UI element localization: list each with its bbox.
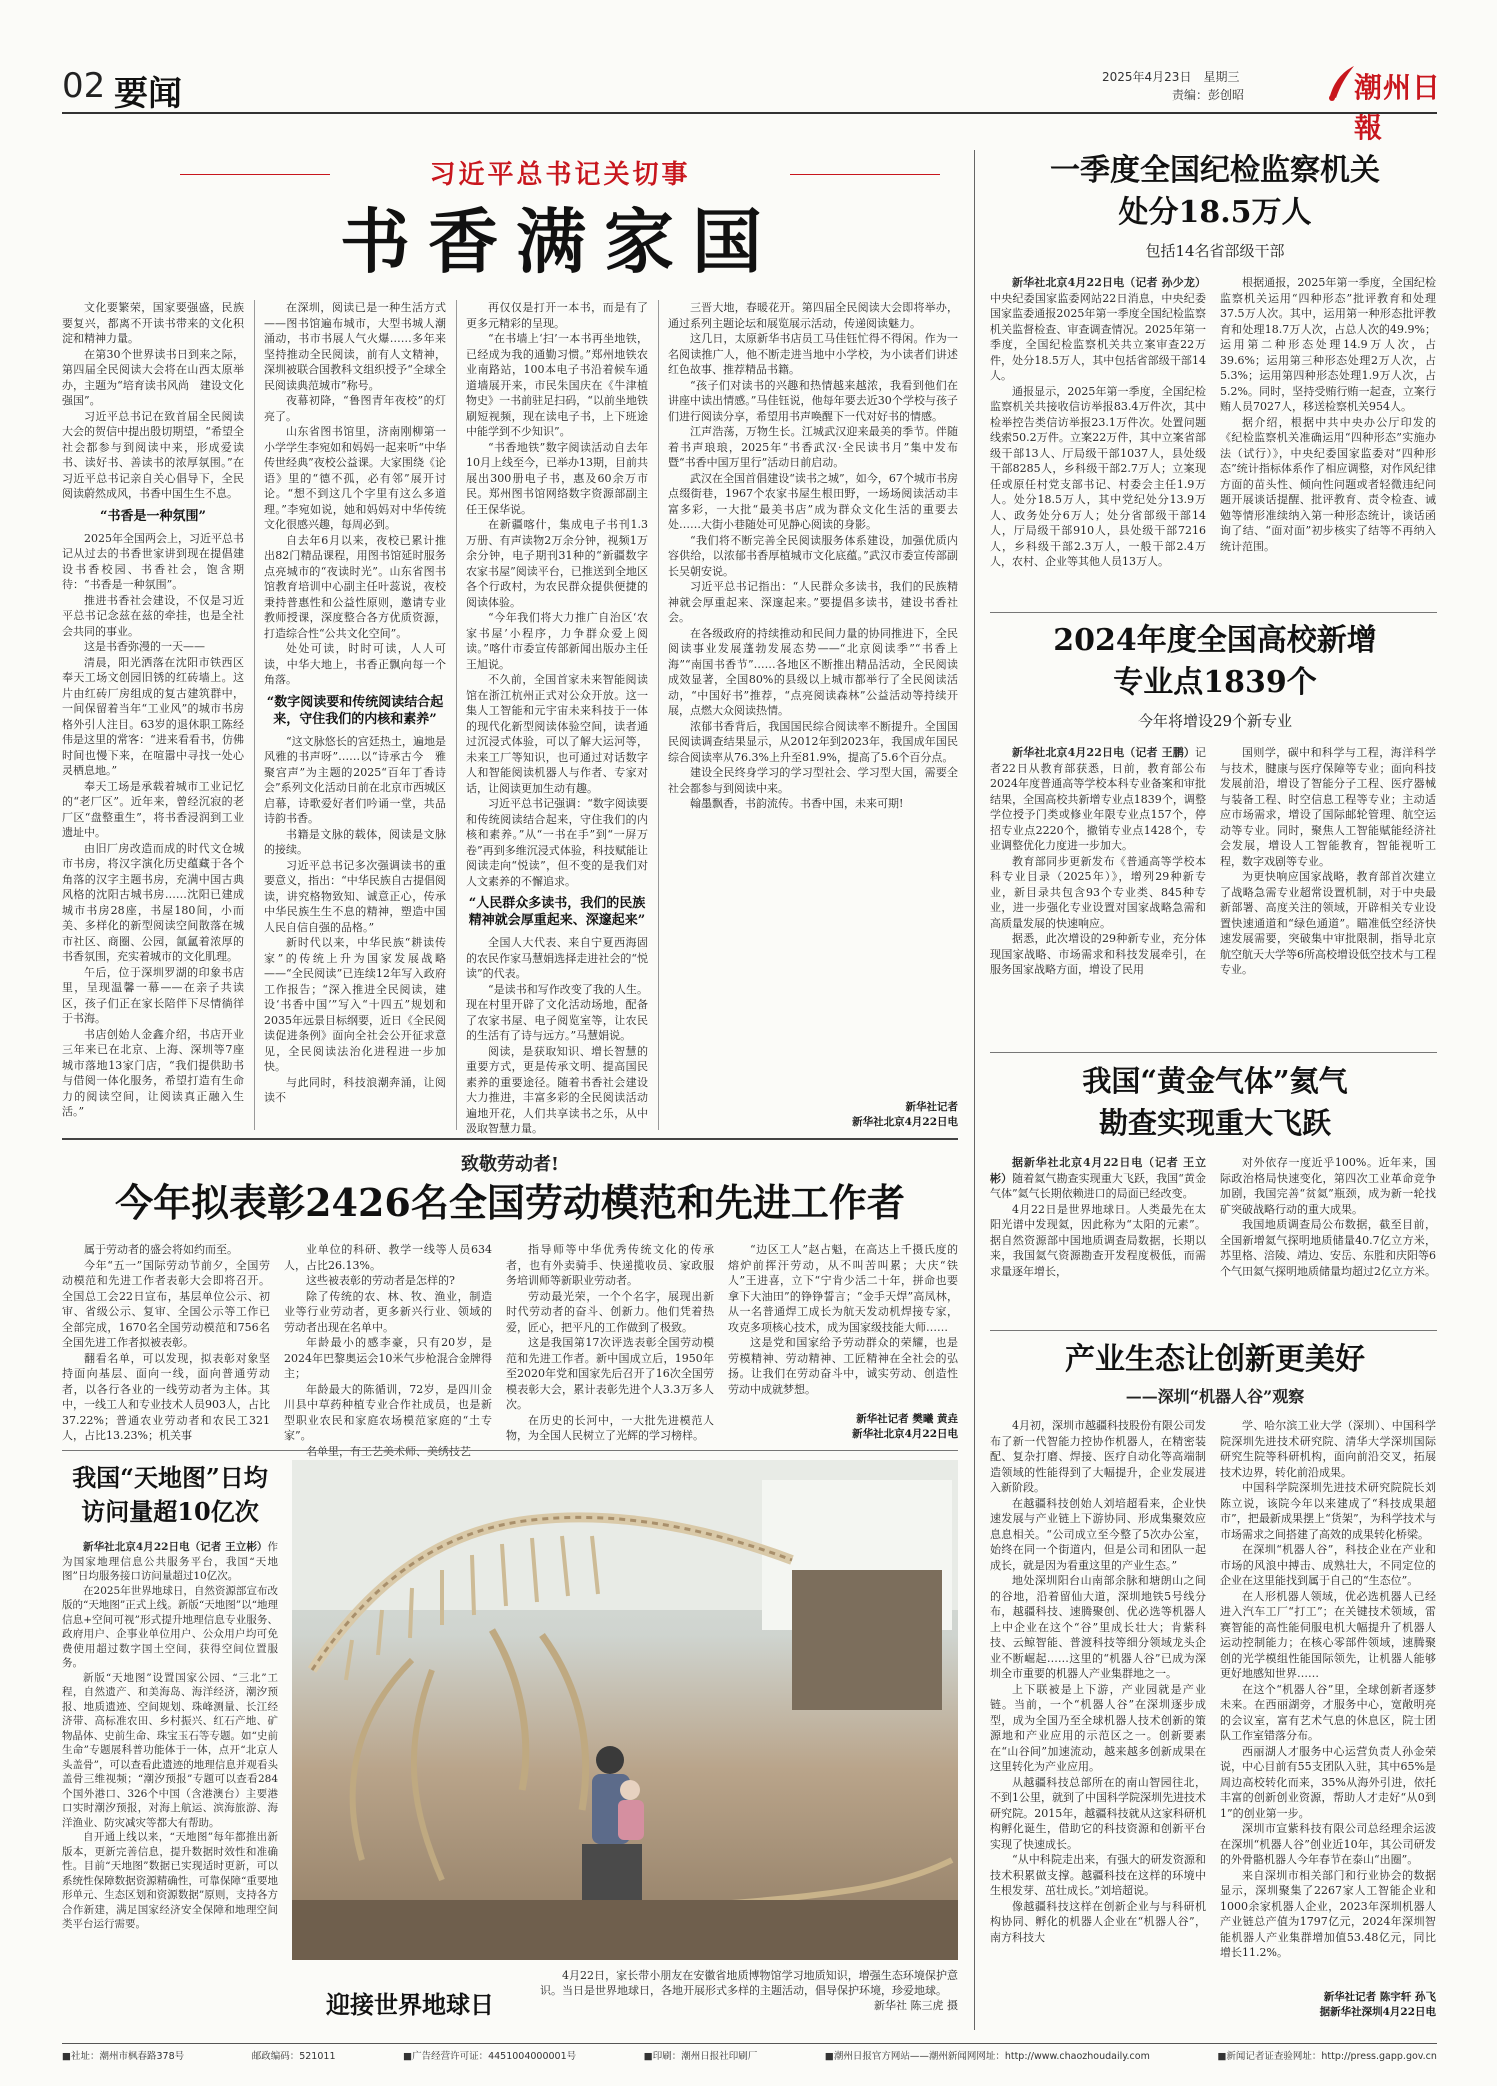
section-rule	[990, 1330, 1437, 1331]
paper-logo	[1324, 62, 1444, 144]
helium-col-1: 据新华社北京4月22日电（记者 王立彬）随着氦气勘查实现重大飞跃，我国“黄金气体”氦气长期依赖进口的局面已经改变。 4月22日是世界地球日。人类最先在太阳光谱中发现氦，因此称为“太阳的元素”。据自然资源部中国地质调查局数据，长期以来，我国氦气资源勘查开发程度极低，而需求量逐年增长，	[990, 1156, 1207, 1278]
lead-subhead-2: “数字阅读要和传统阅读结合起来，守住我们的内核和素养”	[266, 694, 444, 727]
col-divider	[456, 300, 457, 1130]
helium-dateline: 据新华社北京4月22日电（记者 王立彬）	[990, 1156, 1206, 1185]
section-rule	[62, 1450, 958, 1451]
lead-col-2: 在深圳，阅读已是一种生活方式——图书馆遍布城市，大型书城人潮涌动，书市书展人气火爆……多年来坚持推动全民阅读，前有人文精神，深圳被联合国教科文组织授予“全球全民阅读典范城市”称号。 夜幕初降，“鲁图青年夜校”的灯亮了。 山东省图书馆里，济南刚柳第一小学学生李宛如和妈妈一起来听“中华传世经典”夜校公益课。大家围绕《论语》里的“德不孤，必有邻”展开讨论。“想不到这几个字里有这么多道理。”李宛如说，她和妈妈对中华传统文化很感兴趣，每周必到。 自去年6月以来，夜校已累计推出82门精品课程，用图书馆延时服务点亮城市的“夜读时光”。山东省图书馆教育培训中心副主任叶蕊说，夜校秉持普惠性和公益性原则，邀请专业教师授课，深度整合各方优质资源，打造综合性“公共文化空间”。 处处可读，时时可读，人人可读，中华大地上，书香正飘向每一个角落。 “数字阅读要和传统阅读结合起来，守住我们的内核和素养” “这文脉悠长的宫廷热土，遍地是风雅的书声呀”……以“诗承古今 雅聚宫声”为主题的2025“百年丁香诗会”系列文化活动日前在北京市西城区启幕，诗歌爱好者们吟诵一堂，共品诗韵书香。 书籍是文脉的载体，阅读是文脉的接续。 习近平总书记多次强调读书的重要意义，指出：“中华民族自古提倡阅读，讲究格物致知、诚意正心，传承中华民族生生不息的精神，塑造中国人民自信自强的品格。” 新时代以来，中华民族“耕读传家”的传统上升为国家发展战略——“全民阅读”已连续12年写入政府工作报告；“深入推进全民阅读，建设‘书香中国’”写入“十四五”规划和2035年远景目标纲要，近日《全民阅读促进条例》面向全社会公开征求意见，全民阅读法治化进程进一步加快。 与此同时，科技浪潮奔涌，让阅读不	[264, 301, 446, 1104]
section-rule	[990, 1052, 1437, 1053]
footer-postcode: 邮政编码：521011	[251, 2051, 336, 2062]
chanye-col-2: 学、哈尔滨工业大学（深圳）、中国科学院深圳先进技术研究院、清华大学深圳国际研究生院等科研机构，面向前沿交叉，拓展技术边界，转化前沿成果。 中国科学院深圳先进技术研究院院长刘陈立说，该院今年以来建成了“科技成果超市”，把最新成果摆上“货架”，为科学技术与市场需求之间搭建了高效的成果转化桥梁。 在深圳“机器人谷”，科技企业在产业和市场的风浪中搏击、成熟壮大，不同定位的企业在这里能找到属于自己的“生态位”。 在人形机器人领域，优必选机器人已经进入汽车工厂“打工”；在关键技术领域，雷赛智能的高性能伺服电机大幅提升了机器人运动控制能力；在核心零部件领域，速腾聚创的光学模组性能国际领先，让机器人能够更好地感知世界…… 在这个“机器人谷”里，全球创新者逐梦未来。在西丽湖旁，才服务中心，宽敞明亮的会议室，富有艺术气息的休息区，院士团队工作室错落分布。 西丽湖人才服务中心运营负责人孙金荣说，中心目前有55支团队入驻，其中65%是周边高校转化而来，35%从海外引进，依托丰富的创新创业资源，帮助人才走好“从0到1”的创业第一步。 深圳市宣紫科技有限公司总经理余运波在深圳“机器人谷”创业近10年，其公司研发的外骨骼机器人今年春节在泰山“出圈”。 来自深圳市相关部门和行业协会的数据显示，深圳聚集了2267家人工智能企业和1000余家机器人企业，2023年深圳机器人产业链总产值为1797亿元，2024年深圳智能机器人产业集群增加值53.48亿元，同比增长11.2%。	[1220, 1419, 1436, 1959]
labor-col-1: 属于劳动者的盛会将如约而至。 今年“五一”国际劳动节前夕，全国劳动模范和先进工作者表彰大会即将召开。全国总工会22日宣布，基层单位公示、初审、省级公示、复审、全国公示等工作已全部完成，1670名全国劳动模范和756名全国先进工作者拟被表彰。 翻看名单，可以发现，拟表彰对象坚持面向基层、面向一线，面向普通劳动者，以各行各业的一线劳动者为主体。其中，一线工人和专业技术人员903人，占比37.22%；普通农业劳动者和农民工321人，占比13.23%；机关事	[62, 1243, 270, 1442]
footer-address: ■社址：潮州市枫春路378号	[62, 2051, 185, 2062]
photo-title: 迎接世界地球日	[326, 1990, 494, 2019]
jijian-title-2: 处分18.5万人	[1118, 195, 1312, 230]
lead-col1-intro: 文化要繁荣，国家要强盛，民族要复兴，都离不开读书带来的文化积淀和精神力量。 在第30个世界读书日到来之际，第四届全民阅读大会将在山西太原举办，主题为“培育读书风尚 建设文化强国”。 习近平总书记在致首届全民阅读大会的贺信中提出殷切期望，“希望全社会都参与到阅读中来，形成爱读书、读好书、善读书的浓厚氛围。”在习近平总书记亲自关心倡导下，全民阅读蔚然成风，书香中国生生不息。	[62, 301, 244, 500]
lead-col-1	[62, 300, 244, 1135]
photo-credit: 新华社 陈三虎 摄	[874, 1999, 958, 2012]
lead-kicker-text: 习近平总书记关切事	[429, 160, 691, 190]
gaoxiao-title-2: 专业点1839个	[1113, 665, 1317, 700]
helium-title-2: 勘查实现重大飞跃	[1098, 1106, 1331, 1140]
chanye-subtitle: ——深圳“机器人谷”观察	[1125, 1387, 1305, 1406]
tianditu-body: 新华社北京4月22日电（记者 王立彬）作为国家地理信息公共服务平台，我国“天地图”日均服务接口访问量超过10亿次。 在2025年世界地球日，自然资源部宣布改版的“天地图”正式上线。新版“天地图”以“地理信息+空间可视”形式提升地理信息专业服务、政府用户、企事业单位用户、公众用户均可免费使用超过数字国土空间，获得空间位置服务。 新版“天地图”设置国家公园、“三北”工程，自然遗产、和美海岛、海洋经济，潮汐预报、地质遗迹、空间规划、珠峰测量、长江经济带、高标准农田、乡村振兴、红石产地、矿物晶体、史前生命、珠宝玉石等专题。如“史前生命”专题展科普功能体于一体，点开“北京人头盖骨”，可以查看此遗迹的地理信息并观看头盖骨三维视频；“潮汐预报”专题可以查看284个国外港口、326个中国（含港澳台）主要港口实时潮汐预报，对海上航运、滨海旅游、海洋渔业、防灾减灾等都大有帮助。 自开通上线以来，“天地图”每年都推出新版本，更新完善信息，提升数据时效性和准确性。目前“天地图”数据已实现适时更新，可以系统性保障数据资源精确性，可靠保障“重要地形单元、生态区划和资源数据”原则，支持各方合作新建，满足国家经济安全保障和地理空间类平台运行需要。	[62, 1541, 278, 1930]
gaoxiao-dateline: 新华社北京4月22日电（记者 王鹏）	[1012, 746, 1195, 759]
editor-credit: 责编：彭创昭	[1172, 88, 1245, 102]
gaoxiao-title-1: 2024年度全国高校新增	[1053, 623, 1377, 658]
lead-col-4: 三晋大地，春暖花开。第四届全民阅读大会即将举办，通过系列主题论坛和展览展示活动，传递阅读魅力。 这几日，太原新华书店员工马佳钰忙得不得闲。作为一名阅读推广人，他不断走进当地中小学校，为小读者们讲述红色故事、推荐精品书籍。 “孩子们对读书的兴趣和热情越来越浓，我看到他们在讲座中读出情感。”马佳钰说，他每年要去近30个学校与孩子们进行阅读分享，希望用书声唤醒下一代对好书的情感。 江声浩荡，万物生长。江城武汉迎来最美的季节。伴随着书声琅琅，2025年“书香武汉·全民读书月”集中发布暨“书香中国万里行”活动日前启动。 武汉在全国首倡建设“读书之城”，如今，67个城市书房点缀街巷，1967个农家书屋生根田野，一场场阅读活动丰富多彩，一大批“最美书店”成为群众文化生活的重要去处……大街小巷随处可见静心阅读的身影。 “我们将不断完善全民阅读服务体系建设，加强优质内容供给，以浓郁书香厚植城市文化底蕴。”武汉市委宣传部副长吴朝安说。 习近平总书记指出：“人民群众多读书，我们的民族精神就会厚重起来、深邃起来。”要提倡多读书，建设书香社会。 在各级政府的持续推动和民间力量的协同推进下，全民阅读事业发展蓬勃发展态势——“北京阅读季”“书香上海”“南国书香节”……各地区不断推出精品活动，全民阅读成效显著，全国80%的县级以上城市都举行了全民阅读活动，“中国好书”推荐，“点亮阅读森林”公益活动等持续开展，点燃大众阅读热情。 浓郁书香背后，我国国民综合阅读率不断提升。全国国民阅读调查结果显示，从2012年到2023年，我国成年国民综合阅读率从76.3%上升至81.9%，提高了5.6个百分点。 建设全民终身学习的学习型社会、学习型大国，需要全社会都参与到阅读中来。 翰墨飘香，书韵流传。书香中国，未来可期!	[668, 301, 958, 810]
col-divider	[658, 300, 659, 1130]
section-rule	[990, 612, 1437, 613]
footer-press-check-link[interactable]: ■新闻记者证查验网址：http://press.gapp.gov.cn	[1217, 2051, 1437, 2062]
page-divider	[974, 150, 975, 2030]
dinosaur-skeleton-illustration	[292, 1460, 958, 1960]
photo-caption: 4月22日，家长带小朋友在安徽省地质博物馆学习地质知识，增强生态环境保护意识。当日是世界地球日，各地开展形式多样的主题活动，倡导保护环境，珍爱地球。 新华社 陈三虎 摄	[540, 1969, 958, 2012]
lead-kicker	[180, 160, 940, 190]
lead-subhead-3: “人民群众多读书，我们的民族精神就会厚重起来、深邃起来”	[468, 896, 646, 928]
chanye-col-1: 4月初，深圳市越疆科技股份有限公司发布了新一代智能力控协作机器人，在精密装配、复杂打磨、焊接、医疗自动化等高端制造领域的性能得到了大幅提升，企业发展进入新阶段。 在越疆科技创始人刘培超看来，企业快速发展与产业链上下游协同、形成集聚效应息息相关。“公司成立至今整了5次办公室，始终在同一个街道内，但是公司和团队一起成长，就是因为看重这里的产业生态。” 地处深圳阳台山南部余脉和塘朗山之间的谷地，沿着留仙大道，深圳地铁5号线分布，越疆科技、速腾聚创、优必选等机器人上中企业在这个“谷”里成长壮大；肯紫科技、云鲸智能、普渡科技等细分领域龙头企业不断崛起……这里的“机器人谷”已成为深圳全市重要的机器人产业集群地之一。 上下联被是上下游，产业园就是产业链。当前，一个“机器人谷”在深圳逐步成型，成为全国乃至全球机器人技术创新的策源地和产业应用的示范区之一。创新要素在“山谷间”加速流动，越来越多创新成果在这里转化为产业应用。 从越疆科技总部所在的南山智园往北，不到1公里，就到了中国科学院深圳先进技术研究院。2015年，越疆科技就从这家科研机构孵化诞生，借助它的科技资源和创新平台实现了快速成长。 “从中科院走出来，有强大的研发资源和技术积累做支撑。越疆科技在这样的环境中生根发芽、茁壮成长。”刘培超说。 像越疆科技这样在创新企业与与科研机构协同、孵化的机器人企业在“机器人谷”，南方科技大	[990, 1419, 1206, 1944]
labor-title: 今年拟表彰2426名全国劳动模范和先进工作者	[115, 1180, 905, 1225]
labor-byline: 新华社记者 樊曦 黄垚 新华社北京4月22日电	[852, 1413, 958, 1440]
lead-title: 书香满家国	[340, 200, 780, 283]
lead-col1-body: 2025年全国两会上，习近平总书记从过去的书香世家讲到现在提倡建设书香校园、书香社会，饱含期待：“书香是一种氛围”。 推进书香社会建设，不仅是习近平总书记念兹在兹的牵挂，也是全社会共同的事业。 这是书香弥漫的一天—— 清晨，阳光洒落在沈阳市铁西区奉天工场文创园旧锈的红砖墙上。这片由红砖厂房组成的复古建筑群中，一间保留着当年“工业风”的城市书房格外引人注目。63岁的退休职工陈经伟是这里的常客：“进来看看书，仿佛时间也慢下来，在喧嚣中寻找一处心灵栖息地。” 奉天工场是承载着城市工业记忆的“老厂区”。近年来，曾经沉寂的老厂区“盘整重生”，将书香浸润到工业遗址中。 由旧厂房改造而成的时代文仓城市书房，将汉字演化历史蕴藏于各个角落的汉字主题书房，充满中国古典风格的沈阳古城书房……沈阳已建成城市书房28座，书屋180间，小而美、多样化的新型阅读空间散落在城市社区、商圈、公园，氤氲着浓厚的书香氛围，充实着城市的文化肌理。 午后，位于深圳罗湖的印象书店里，呈现温馨一幕——在亲子共读区，孩子们正在家长陪伴下尽情徜徉于书海。 书店创始人金鑫介绍，书店开业三年来已在北京、上海、深圳等7座城市落地13家门店，“我们提供助书与借阅一体化服务，希望打造有生命力的阅读空间，让阅读真正融入生活。”	[62, 531, 244, 1118]
masthead-rule	[62, 112, 1437, 114]
masthead	[62, 60, 1442, 144]
section-rule	[62, 1138, 958, 1140]
footer-printer: ■印刷：潮州日报社印刷厂	[643, 2051, 758, 2062]
jijian-col-2: 根据通报，2025年第一季度，全国纪检监察机关运用“四种形态”批评教育和处理37.5万人次。其中，运用第一种形态批评教育和处理18.7万人次，占总人次的49.9%；运用第二种形态处理14.9万人次，占39.6%；运用第三种形态处理2万人次，占5.3%；运用第四种形态处理1.9万人次，占5.2%。同时，坚持受贿行贿一起查，立案行贿人员7027人，移送检察机关954人。 据介绍，根据中共中央办公厅印发的《纪检监察机关准确运用“四种形态”实施办法（试行）》，中央纪委国家监委对“四种形态”统计指标体系作了相应调整，对作风纪律方面的苗头性、倾向性问题或者轻微违纪问题开展谈话提醒、批评教育、责令检查、诫勉等情形准续纳入第一种形态统计，谈话函询了结、“面对面”初步核实了结等不再纳入统计范围。	[1220, 276, 1436, 553]
col-divider	[254, 300, 255, 1130]
helium-col-2: 对外依存一度近乎100%。近年来，国际政治格局快速变化，第四次工业革命竞争加剧，我国完善“贫氦”瓶颈，成为新一轮找矿突破战略行动的重大成果。 我国地质调查局公布数据，截至目前，全国新增氦气探明地质储量40.7亿立方米，苏里格、涪陵、靖边、安岳、东胜和庆阳等6个气田氦气探明地质储量均超过2亿立方米。	[1220, 1156, 1436, 1278]
footer-website-link[interactable]: ■潮州日报官方网站——潮州新闻网网址：http://www.chaozhoudaily.com	[824, 2051, 1150, 2062]
tianditu-title-2: 访问量超10亿次	[81, 1497, 259, 1526]
labor-col-2: 业单位的科研、教学一线等人员634人，占比26.13%。 这些被表彰的劳动者是怎样的? 除了传统的农、林、牧、渔业，制造业等行业劳动者，更多新兴行业、领域的劳动者出现在名单中。 年龄最小的感李豪，只有20岁，是2024年巴黎奥运会10米气步枪混合金牌得主； 年龄最大的陈循训，72岁，是四川金川县中草药种植专业合作社成员，也是新型职业农民和家庭农场模范家庭的“土专家”。 名单里，有工艺美术师、美绣技艺	[284, 1243, 492, 1458]
jijian-dateline: 新华社北京4月22日电（记者 孙少龙）	[1012, 276, 1206, 289]
museum-photo	[292, 1460, 958, 1960]
section-name: 要闻	[114, 74, 182, 114]
footer	[62, 2048, 1437, 2066]
paper-name: 潮州日報	[1354, 71, 1442, 144]
gaoxiao-col-1: 新华社北京4月22日电（记者 王鹏）记者22日从教育部获悉，日前，教育部公布2024年度普通高等学校本科专业备案和审批结果，全国高校共新增专业点1839个，调整学位授予门类或修业年限专业点157个，停招专业点2220个，撤销专业点1428个，专业调整优化力度进一步加大。 教育部同步更新发布《普通高等学校本科专业目录（2025年）》，增列29种新专业，新目录共包含93个专业类、845种专业，进一步强化专业设置对国家战略急需和高质量发展的快速响应。 据悉，此次增设的29种新专业，充分体现国家战略、市场需求和科技发展牵引，在服务国家战略方面，增设了民用	[990, 746, 1206, 976]
chanye-title: 产业生态让创新更美好	[1065, 1342, 1365, 1377]
labor-col-3: 指导师等中华优秀传统文化的传承者，也有外卖骑手、快递揽收员、家政服务培训师等新职业劳动者。 劳动最光荣，一个个名字，展现出新时代劳动者的奋斗、创新力。他们凭着热爱，匠心，把平凡的工作做到了极致。 这是我国第17次评选表彰全国劳动模范和先进工作者。新中国成立后，1950年至2020年党和国家先后召开了16次全国劳模表彰大会，累计表彰先进个人3.3万多人次。 在历史的长河中，一大批先进模范人物，为全国人民树立了光辉的学习榜样。	[506, 1243, 714, 1442]
lead-col-3: 再仅仅是打开一本书，而是有了更多元精彩的呈现。 “在书墙上‘扫’一本书再坐地铁，已经成为我的通勤习惯。”郑州地铁农业南路站，100本电子书沿着候车通道墙展开来，市民朱国庆在《牛津植物史》一书前驻足扫码，“以前坐地铁刷短视频，现在读电子书，上下班途中能学到不少知识”。 “书香地铁”数字阅读活动自去年10月上线至今，已举办13期，目前共展出300册电子书，惠及60余万市民。郑州图书馆网络数字资源部副主任王保华说。 在新疆喀什，集成电子书刊1.3万册、有声读物2万余分钟，视频1万余分钟，电子期刊31种的“新疆数字农家书屋”阅读平台，已推送到全地区各个行政村，为农民群众提供便捷的阅读体验。 “今年我们将大力推广自治区‘农家书屋’小程序，力争群众爱上阅读。”喀什市委宣传部新闻出版办主任王旭说。 不久前，全国首家未来智能阅读馆在浙江杭州正式对公众开放。这一集人工智能和元宇宙未来科技于一体的现代化新型阅读体验空间，读者通过沉浸式体验，可以了解大运河等，未来工厂等知识，也可通过对话数字人和智能阅读机器人与作者、专家对话，让阅读更加生动有趣。 习近平总书记强调：“数字阅读要和传统阅读结合起来，守住我们的内核和素养。”从“一书在手”到“一屏万卷”再到多维沉浸式体验，科技赋能让阅读走向“悦读”，但不变的是我们对人文素养的不懈追求。 “人民群众多读书，我们的民族精神就会厚重起来、深邃起来” 全国人大代表、来自宁夏西海固的农民作家马慧娟选择走进社会的“悦读”的代表。 “是读书和写作改变了我的人生。现在村里开辟了文化活动场地，配备了农家书屋、电子阅览室等，让农民的生活有了诗与远方。”马慧娟说。 阅读，是获取知识、增长智慧的重要方式，更是传承文明、提高国民素养的重要途径。随着书香社会建设大力推进，丰富多彩的全民阅读活动遍地开花，人们共享读书之乐，从中汲取智慧力量。	[466, 301, 648, 1135]
gaoxiao-col-2: 国则学，碳中和科学与工程，海洋科学与技术，腱康与医疗保障等专业；面向科技发展前沿，增设了智能分子工程、医疗器械与装备工程、时空信息工程等专业；主动适应市场需求，增设了国际邮轮管理、航空运动等专业。同时，聚焦人工智能赋能经济社会发展，增设人工智能教育，智能视听工程，数字戏剧等专业。 为更快响应国家战略，教育部首次建立了战略急需专业超常设置机制，对于中央最新部署、高度关注的领域，开辟相关专业设置快速通道和“绿色通道”。瞄准低空经济快速发展需要，突破集中审批限制，指导北京航空航天大学等6所高校增设低空技术与工程专业。	[1220, 746, 1436, 976]
gaoxiao-subtitle: 今年将增设29个新专业	[1137, 712, 1293, 730]
page-number: 02	[62, 66, 106, 106]
jijian-col-1: 新华社北京4月22日电（记者 孙少龙）中央纪委国家监委网站22日消息，中央纪委国家监委通报2025年第一季度全国纪检监察机关监督检查、审查调查情况。2025年第一季度，全国纪检监察机关共立案审查22万件，处分18.5万人，其中包括省部级干部14人。 通报显示，2025年第一季度，全国纪检监察机关共接收信访举报83.4万件次，其中检举控告类信访举报23.1万件次。处置问题线索50.2万件。立案22万件，其中立案省部级干部13人、厅局级干部1037人，县处级干部8285人，乡科级干部2.7万人；立案现任或原任村党支部书记、村委会主任1.9万人。处分18.5万人，其中党纪处分13.9万人、政务处分6万人；处分省部级干部14人，厅局级干部910人，县处级干部7216人，乡科级干部2.3万人，一般干部2.4万人，农村、企业等其他人员13万人。	[990, 276, 1206, 568]
jijian-title-1: 一季度全国纪检监察机关	[1050, 153, 1380, 188]
tianditu-dateline: 新华社北京4月22日电（记者 王立彬）	[83, 1541, 268, 1553]
helium-title-1: 我国“黄金气体”氦气	[1082, 1064, 1348, 1098]
brush-logo-icon	[1324, 62, 1358, 102]
lead-byline: 新华社记者 新华社北京4月22日电	[852, 1101, 958, 1128]
tianditu-title-1: 我国“天地图”日均	[72, 1463, 268, 1492]
chanye-byline: 新华社记者 陈宇轩 孙飞 据新华社深圳4月22日电	[1319, 1991, 1436, 2018]
footer-rule	[62, 2043, 1437, 2044]
footer-ad-license: ■广告经营许可证：4451004000001号	[403, 2051, 577, 2062]
lead-subhead-1: “书香是一种氛围”	[100, 508, 206, 524]
labor-kicker: 致敬劳动者!	[461, 1154, 559, 1175]
jijian-subtitle: 包括14名省部级干部	[1145, 242, 1285, 260]
issue-date: 2025年4月23日 星期三	[1102, 70, 1240, 84]
labor-col-4: “边区工人”赵占魁，在高达上千摄氏度的熔炉前挥汗劳动，从不叫苦叫累；大庆“铁人”王进喜，立下“宁肯少活二十年，拼命也要拿下大油田”的铮铮誓言；“金手天焊”高凤林，从一名普通焊工成长为航天发动机焊接专家，攻克多项核心技术，成为国家级技能大师…… 这是党和国家给予劳动群众的荣耀，也是劳模精神、劳动精神、工匠精神在全社会的弘扬。让我们在劳动奋斗中，诚实劳动、创造性劳动中成就梦想。	[728, 1243, 958, 1396]
